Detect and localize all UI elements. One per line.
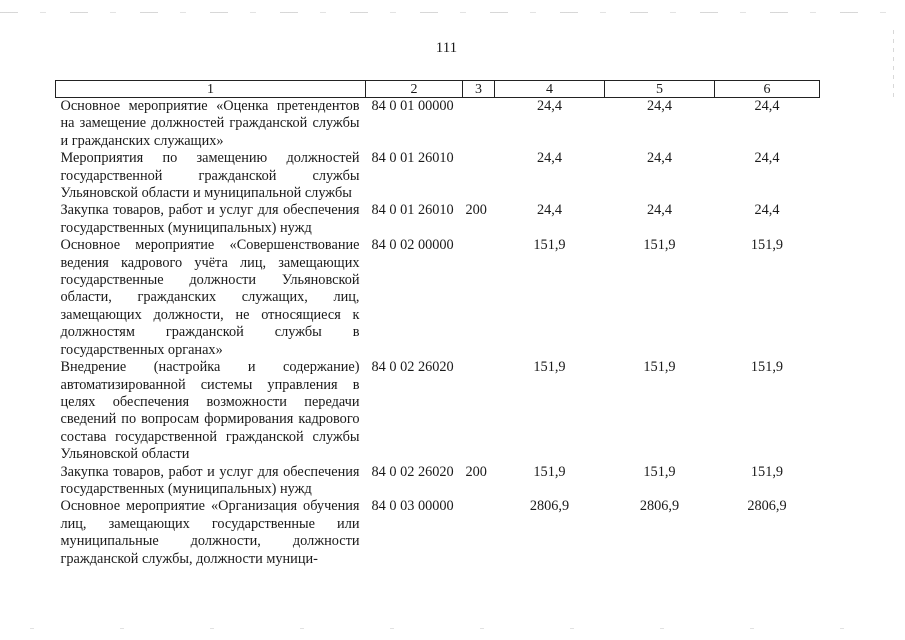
column-header-4: 4 xyxy=(495,81,605,98)
row-value-3: 151,9 xyxy=(750,237,784,254)
row-value-2: 151,9 xyxy=(643,463,676,480)
row-value-1: 151,9 xyxy=(533,359,566,376)
row-expense-type: 200 xyxy=(465,202,487,219)
row-code: 84 0 03 00000 xyxy=(371,498,454,515)
row-value-2: 151,9 xyxy=(643,237,676,254)
row-code: 84 0 02 26020 xyxy=(371,359,454,376)
row-value-2: 24,4 xyxy=(646,202,673,219)
row-value-3: 24,4 xyxy=(754,150,780,167)
row-code: 84 0 01 26010 xyxy=(371,150,454,167)
table-row xyxy=(56,359,820,463)
row-name: Основное мероприятие «Совершенствование ведения кадрового учёта лиц, замещающих государственные должности Ульяновской области, гражданских служащих, лиц, замещающих должности, не относящиеся к должностям гражданской службы в государственных органах» xyxy=(60,237,360,358)
row-name: Основное мероприятие «Организация обучения лиц, замещающих государственные или муниципальные должности, должности гражданской службы, должности муници- xyxy=(60,498,360,567)
row-code: 84 0 02 00000 xyxy=(371,237,454,254)
budget-table xyxy=(55,80,820,568)
row-value-2: 24,4 xyxy=(646,98,673,114)
row-expense-type xyxy=(463,98,495,151)
row-value-2: 24,4 xyxy=(646,150,673,167)
column-header-5: 5 xyxy=(605,81,715,98)
row-name: Внедрение (настройка и содержание) автоматизированной системы управления в целях обеспечения возможности передачи сведений по вопросам формирования кадрового состава государственной гражданской службы Ульяновской области xyxy=(60,359,360,463)
row-expense-type xyxy=(463,359,495,463)
row-value-3: 24,4 xyxy=(754,98,780,114)
table-row xyxy=(56,498,820,568)
row-code: 84 0 01 26010 xyxy=(371,202,454,219)
row-value-1: 2806,9 xyxy=(529,498,570,515)
column-header-1: 1 xyxy=(56,81,366,98)
row-expense-type xyxy=(463,237,495,359)
page-number: 111 xyxy=(435,40,458,56)
row-expense-type: 200 xyxy=(465,463,487,480)
column-header-2: 2 xyxy=(366,81,463,98)
scan-artifact-top xyxy=(0,12,905,13)
table-row xyxy=(56,150,820,202)
row-name: Основное мероприятие «Оценка претендентов на замещение должностей гражданской службы и гражданских служащих» xyxy=(60,98,360,149)
row-code: 84 0 01 00000 xyxy=(371,98,454,114)
row-name: Закупка товаров, работ и услуг для обеспечения государственных (муниципальных) нужд xyxy=(60,202,360,236)
row-value-2: 2806,9 xyxy=(639,498,680,515)
row-value-1: 24,4 xyxy=(536,150,563,167)
column-header-6: 6 xyxy=(715,81,820,98)
row-value-3: 2806,9 xyxy=(747,498,787,515)
row-value-1: 24,4 xyxy=(536,202,563,219)
scan-artifact-bottom xyxy=(0,628,905,629)
row-value-3: 151,9 xyxy=(750,359,784,376)
row-expense-type xyxy=(463,498,495,568)
row-value-3: 24,4 xyxy=(754,202,780,219)
column-header-3: 3 xyxy=(463,81,495,98)
table-row xyxy=(56,237,820,359)
row-expense-type xyxy=(463,150,495,202)
table-row xyxy=(56,98,820,151)
row-value-1: 151,9 xyxy=(533,237,566,254)
row-code: 84 0 02 26020 xyxy=(371,463,454,480)
row-value-1: 151,9 xyxy=(533,463,566,480)
table-header xyxy=(56,81,820,98)
row-value-1: 24,4 xyxy=(536,98,563,114)
row-value-3: 151,9 xyxy=(750,463,784,480)
row-value-2: 151,9 xyxy=(643,359,676,376)
row-name: Мероприятия по замещению должностей государственной гражданской службы Ульяновской области и муниципальной службы xyxy=(60,150,360,202)
table-row xyxy=(56,464,820,499)
table-row xyxy=(56,202,820,237)
row-name: Закупка товаров, работ и услуг для обеспечения государственных (муниципальных) нужд xyxy=(60,463,360,497)
